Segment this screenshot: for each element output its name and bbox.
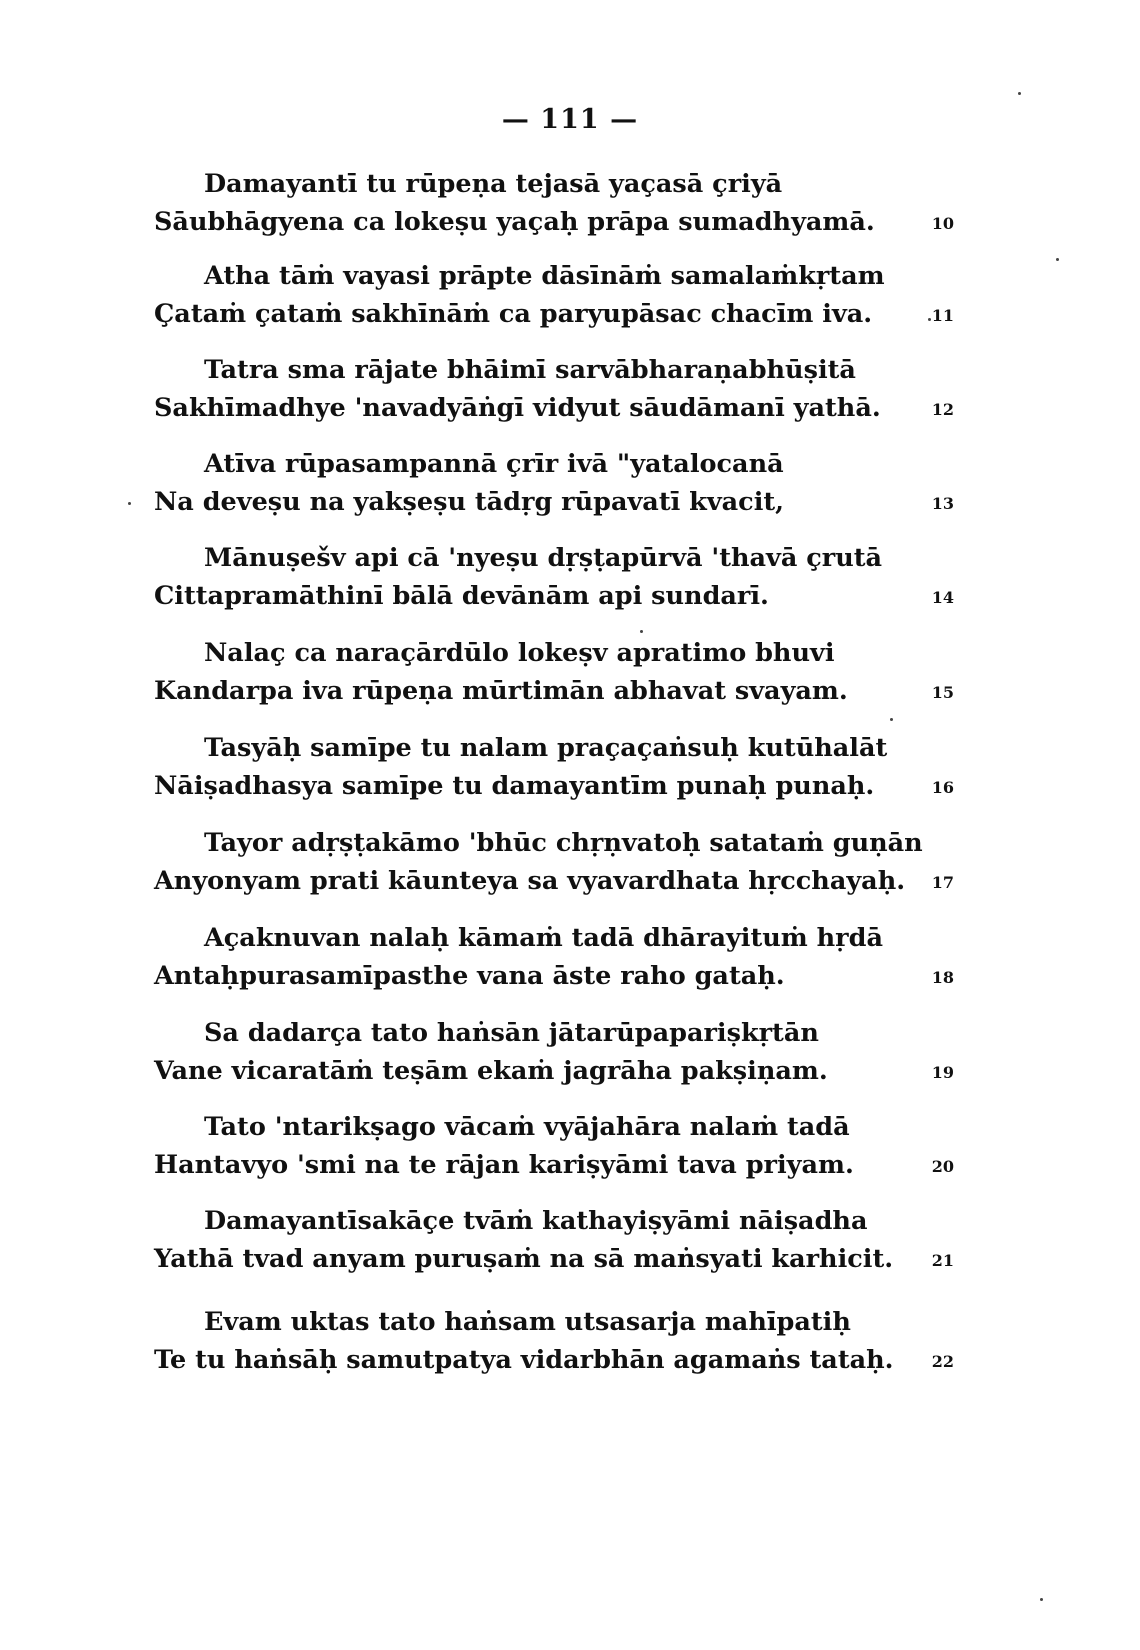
scan-speck: [640, 630, 643, 633]
verse-line: Cittapramāthinī bālā devānām api sundarī.: [154, 581, 769, 611]
page-number: — 111 —: [501, 104, 639, 135]
verse-line: Yathā tvad anyam puruṣaṁ na sā maṅsyati karhicit.: [154, 1244, 894, 1274]
verse-number: 16: [931, 778, 954, 797]
verse-line: Nāiṣadhasya samīpe tu damayantīm punaḥ punaḥ.: [154, 771, 875, 801]
verse-number: 10: [931, 214, 954, 233]
verse-line: Tatra sma rājate bhāimī sarvābharaṇabhūṣitā: [204, 355, 856, 385]
verse-number: 15: [931, 683, 954, 702]
scan-speck: [1018, 92, 1021, 95]
verse-line: Atīva rūpasampannā çrīr ivā "yatalocanā: [204, 449, 784, 479]
verse-line: Na deveṣu na yakṣeṣu tādṛg rūpavatī kvacit,: [154, 487, 785, 517]
verse-line: Sāubhāgyena ca lokeṣu yaçaḥ prāpa sumadhyamā.: [154, 207, 875, 237]
verse-line: Çataṁ çataṁ sakhīnāṁ ca paryupāsac chacīm iva.: [154, 299, 873, 329]
stanza: [154, 1303, 954, 1379]
verse-line: Açaknuvan nalaḥ kāmaṁ tadā dhārayituṁ hṛdā: [204, 923, 883, 953]
verse-number: 21: [931, 1251, 954, 1270]
verse-line: Sakhīmadhye 'navadyāṅgī vidyut sāudāmanī yathā.: [154, 393, 881, 423]
verse-line: Antaḥpurasamīpasthe vana āste raho gataḥ.: [154, 961, 785, 991]
verse-number: 19: [931, 1063, 954, 1082]
verse-line: Damayantīsakāçe tvāṁ kathayiṣyāmi nāiṣadha: [204, 1206, 868, 1236]
verse-line: Tayor adṛṣṭakāmo 'bhūc chṛṇvatoḥ satataṁ guṇān: [204, 828, 923, 858]
stanza: [154, 165, 954, 241]
verse-line: Hantavyo 'smi na te rājan kariṣyāmi tava priyam.: [154, 1150, 854, 1180]
verse-line: Damayantī tu rūpeṇa tejasā yaçasā çriyā: [204, 169, 783, 199]
scan-speck: [1056, 258, 1059, 261]
stanza: [154, 729, 954, 805]
stanza: [154, 634, 954, 710]
stanza: [154, 824, 954, 900]
verse-line: Tasyāḥ samīpe tu nalam praçaçaṅsuḥ kutūhalāt: [204, 733, 888, 763]
stanza: [154, 445, 954, 521]
stanza: [154, 1014, 954, 1090]
stanza: [154, 257, 954, 333]
stanza: [154, 351, 954, 427]
verse-number: 11: [931, 306, 954, 325]
verse-number: 18: [931, 968, 954, 987]
scan-speck: [928, 318, 931, 321]
verse-number: 22: [931, 1352, 954, 1371]
verse-number: 13: [931, 494, 954, 513]
scan-speck: [1040, 1598, 1043, 1601]
verse-number: 17: [931, 873, 954, 892]
stanza: [154, 919, 954, 995]
verse-line: Nalaç ca naraçārdūlo lokeṣv apratimo bhuvi: [204, 638, 835, 668]
verse-line: Evam uktas tato haṅsam utsasarja mahīpatiḥ: [204, 1307, 851, 1337]
verse-line: Atha tāṁ vayasi prāpte dāsīnāṁ samalaṁkṛtam: [204, 261, 885, 291]
scan-speck: [128, 502, 131, 505]
verse-line: Vane vicaratāṁ teṣām ekaṁ jagrāha pakṣiṇam.: [154, 1056, 828, 1086]
verse-line: Kandarpa iva rūpeṇa mūrtimān abhavat svayam.: [154, 676, 848, 706]
verse-number: 14: [931, 588, 954, 607]
verse-line: Mānuṣešv api cā 'nyeṣu dṛṣṭapūrvā 'thavā çrutā: [204, 543, 883, 573]
verse-line: Sa dadarça tato haṅsān jātarūpapariṣkṛtān: [204, 1018, 819, 1048]
verse-number: 20: [931, 1157, 954, 1176]
scan-speck: [890, 718, 893, 721]
verse-line: Te tu haṅsāḥ samutpatya vidarbhān agamaṅs tataḥ.: [154, 1345, 894, 1375]
verse-number: 12: [931, 400, 954, 419]
stanza: [154, 539, 954, 615]
stanza: [154, 1202, 954, 1278]
verse-line: Anyonyam prati kāunteya sa vyavardhata hṛcchayaḥ.: [154, 866, 906, 896]
stanza: [154, 1108, 954, 1184]
verse-line: Tato 'ntarikṣago vācaṁ vyājahāra nalaṁ tadā: [204, 1112, 850, 1142]
